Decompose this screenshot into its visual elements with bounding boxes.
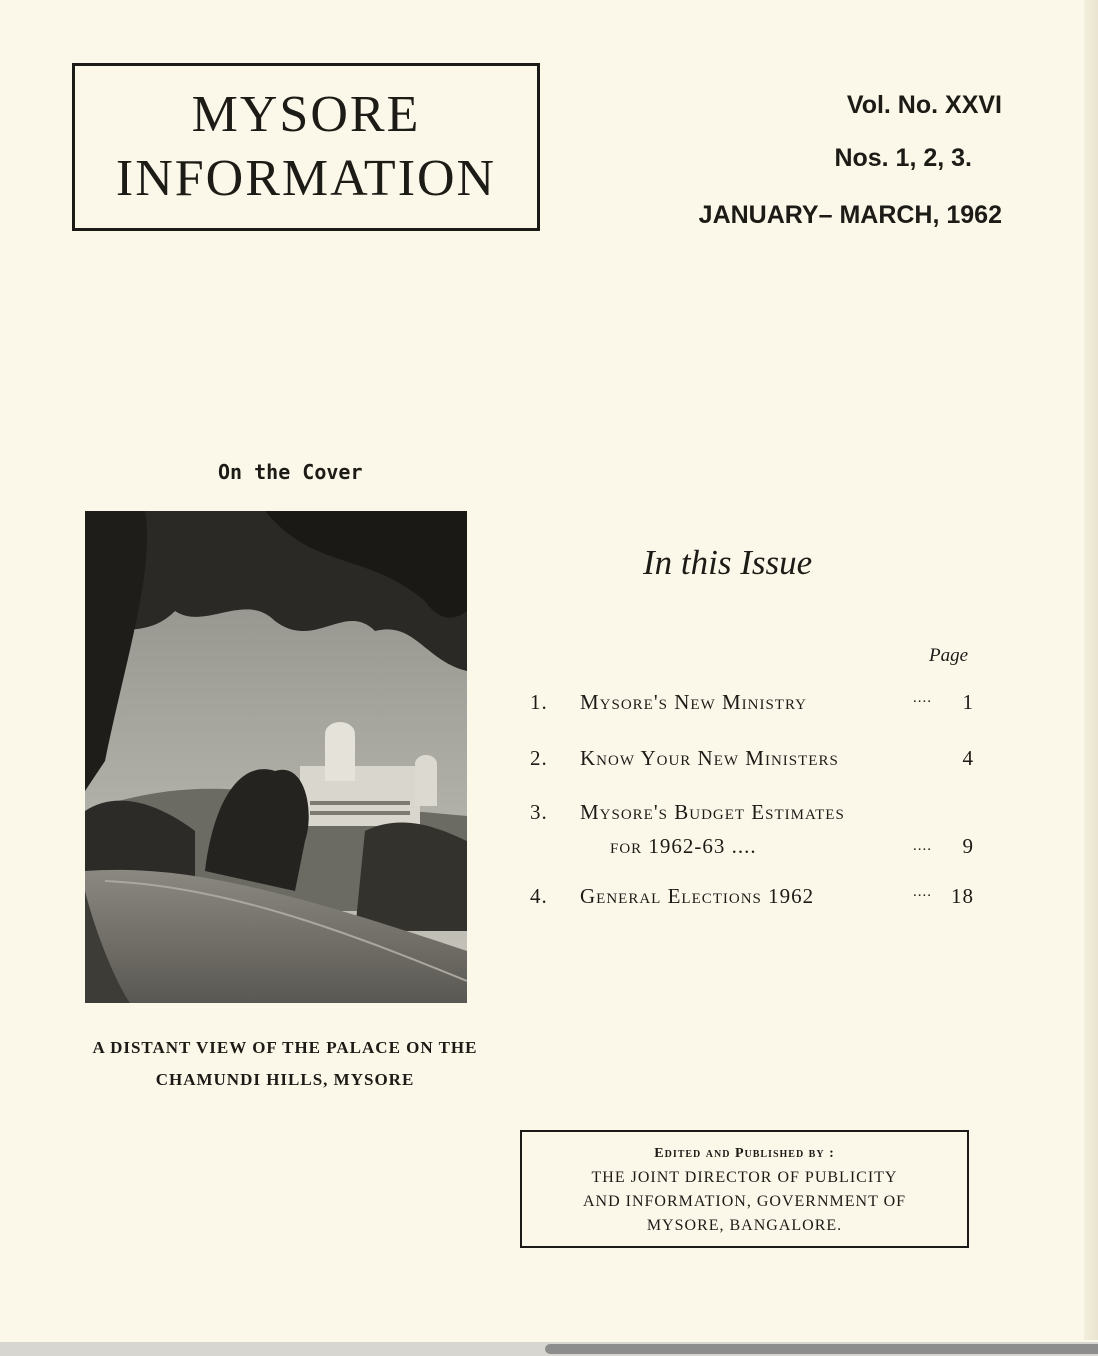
contents-item-dots: .... [913,690,932,706]
page-edge-shadow [1084,0,1098,1340]
cover-caption-line1: A DISTANT VIEW OF THE PALACE ON THE [92,1038,478,1057]
contents-item-number: 4. [530,884,548,908]
contents-item-title: Know Your New Ministers [580,746,839,770]
contents-item-subtitle: for 1962-63 .... [610,834,757,858]
volume-number: Vol. No. XXVI [846,91,1002,119]
contents-item-title: General Elections 1962 [580,884,815,908]
contents-item-dots: .... [913,884,932,900]
contents-item-title: Mysore's New Ministry [580,690,807,714]
masthead-box [72,63,540,231]
issue-info [673,83,1002,241]
horizontal-scrollbar[interactable] [0,1342,1098,1356]
publisher-line4: MYSORE, BANGALORE. [646,1217,843,1234]
contents-item-page: 18 [951,884,974,908]
contents-title: In this Issue [643,543,813,582]
contents-item-title: Mysore's Budget Estimates [580,800,845,824]
cover-caption [70,1032,500,1096]
publisher-line3: AND INFORMATION, GOVERNMENT OF [582,1193,907,1210]
contents-page-heading: Page [929,645,969,666]
contents-item-number: 2. [530,746,548,770]
contents-item-dots: .... [913,838,932,854]
masthead-title-line2: INFORMATION [115,150,497,207]
masthead-title-line1: MYSORE [191,86,421,143]
cover-caption-line2: CHAMUNDI HILLS, MYSORE [155,1070,415,1089]
contents-item-page: 4 [962,746,974,770]
contents-item-number: 1. [530,690,548,714]
cover-heading: On the Cover [218,460,363,484]
publisher-line1: Edited and Published by : [654,1146,835,1161]
contents-item-number: 3. [530,800,548,824]
contents-item-page: 9 [962,834,974,858]
palace-photo [85,511,467,1003]
issue-numbers: Nos. 1, 2, 3. [834,144,972,172]
issue-date: JANUARY– MARCH, 1962 [698,201,1002,229]
publisher-box [520,1130,969,1248]
scrollbar-thumb[interactable] [545,1344,1098,1354]
contents-item-page: 1 [962,690,974,714]
publisher-line2: THE JOINT DIRECTOR OF PUBLICITY [591,1169,898,1186]
